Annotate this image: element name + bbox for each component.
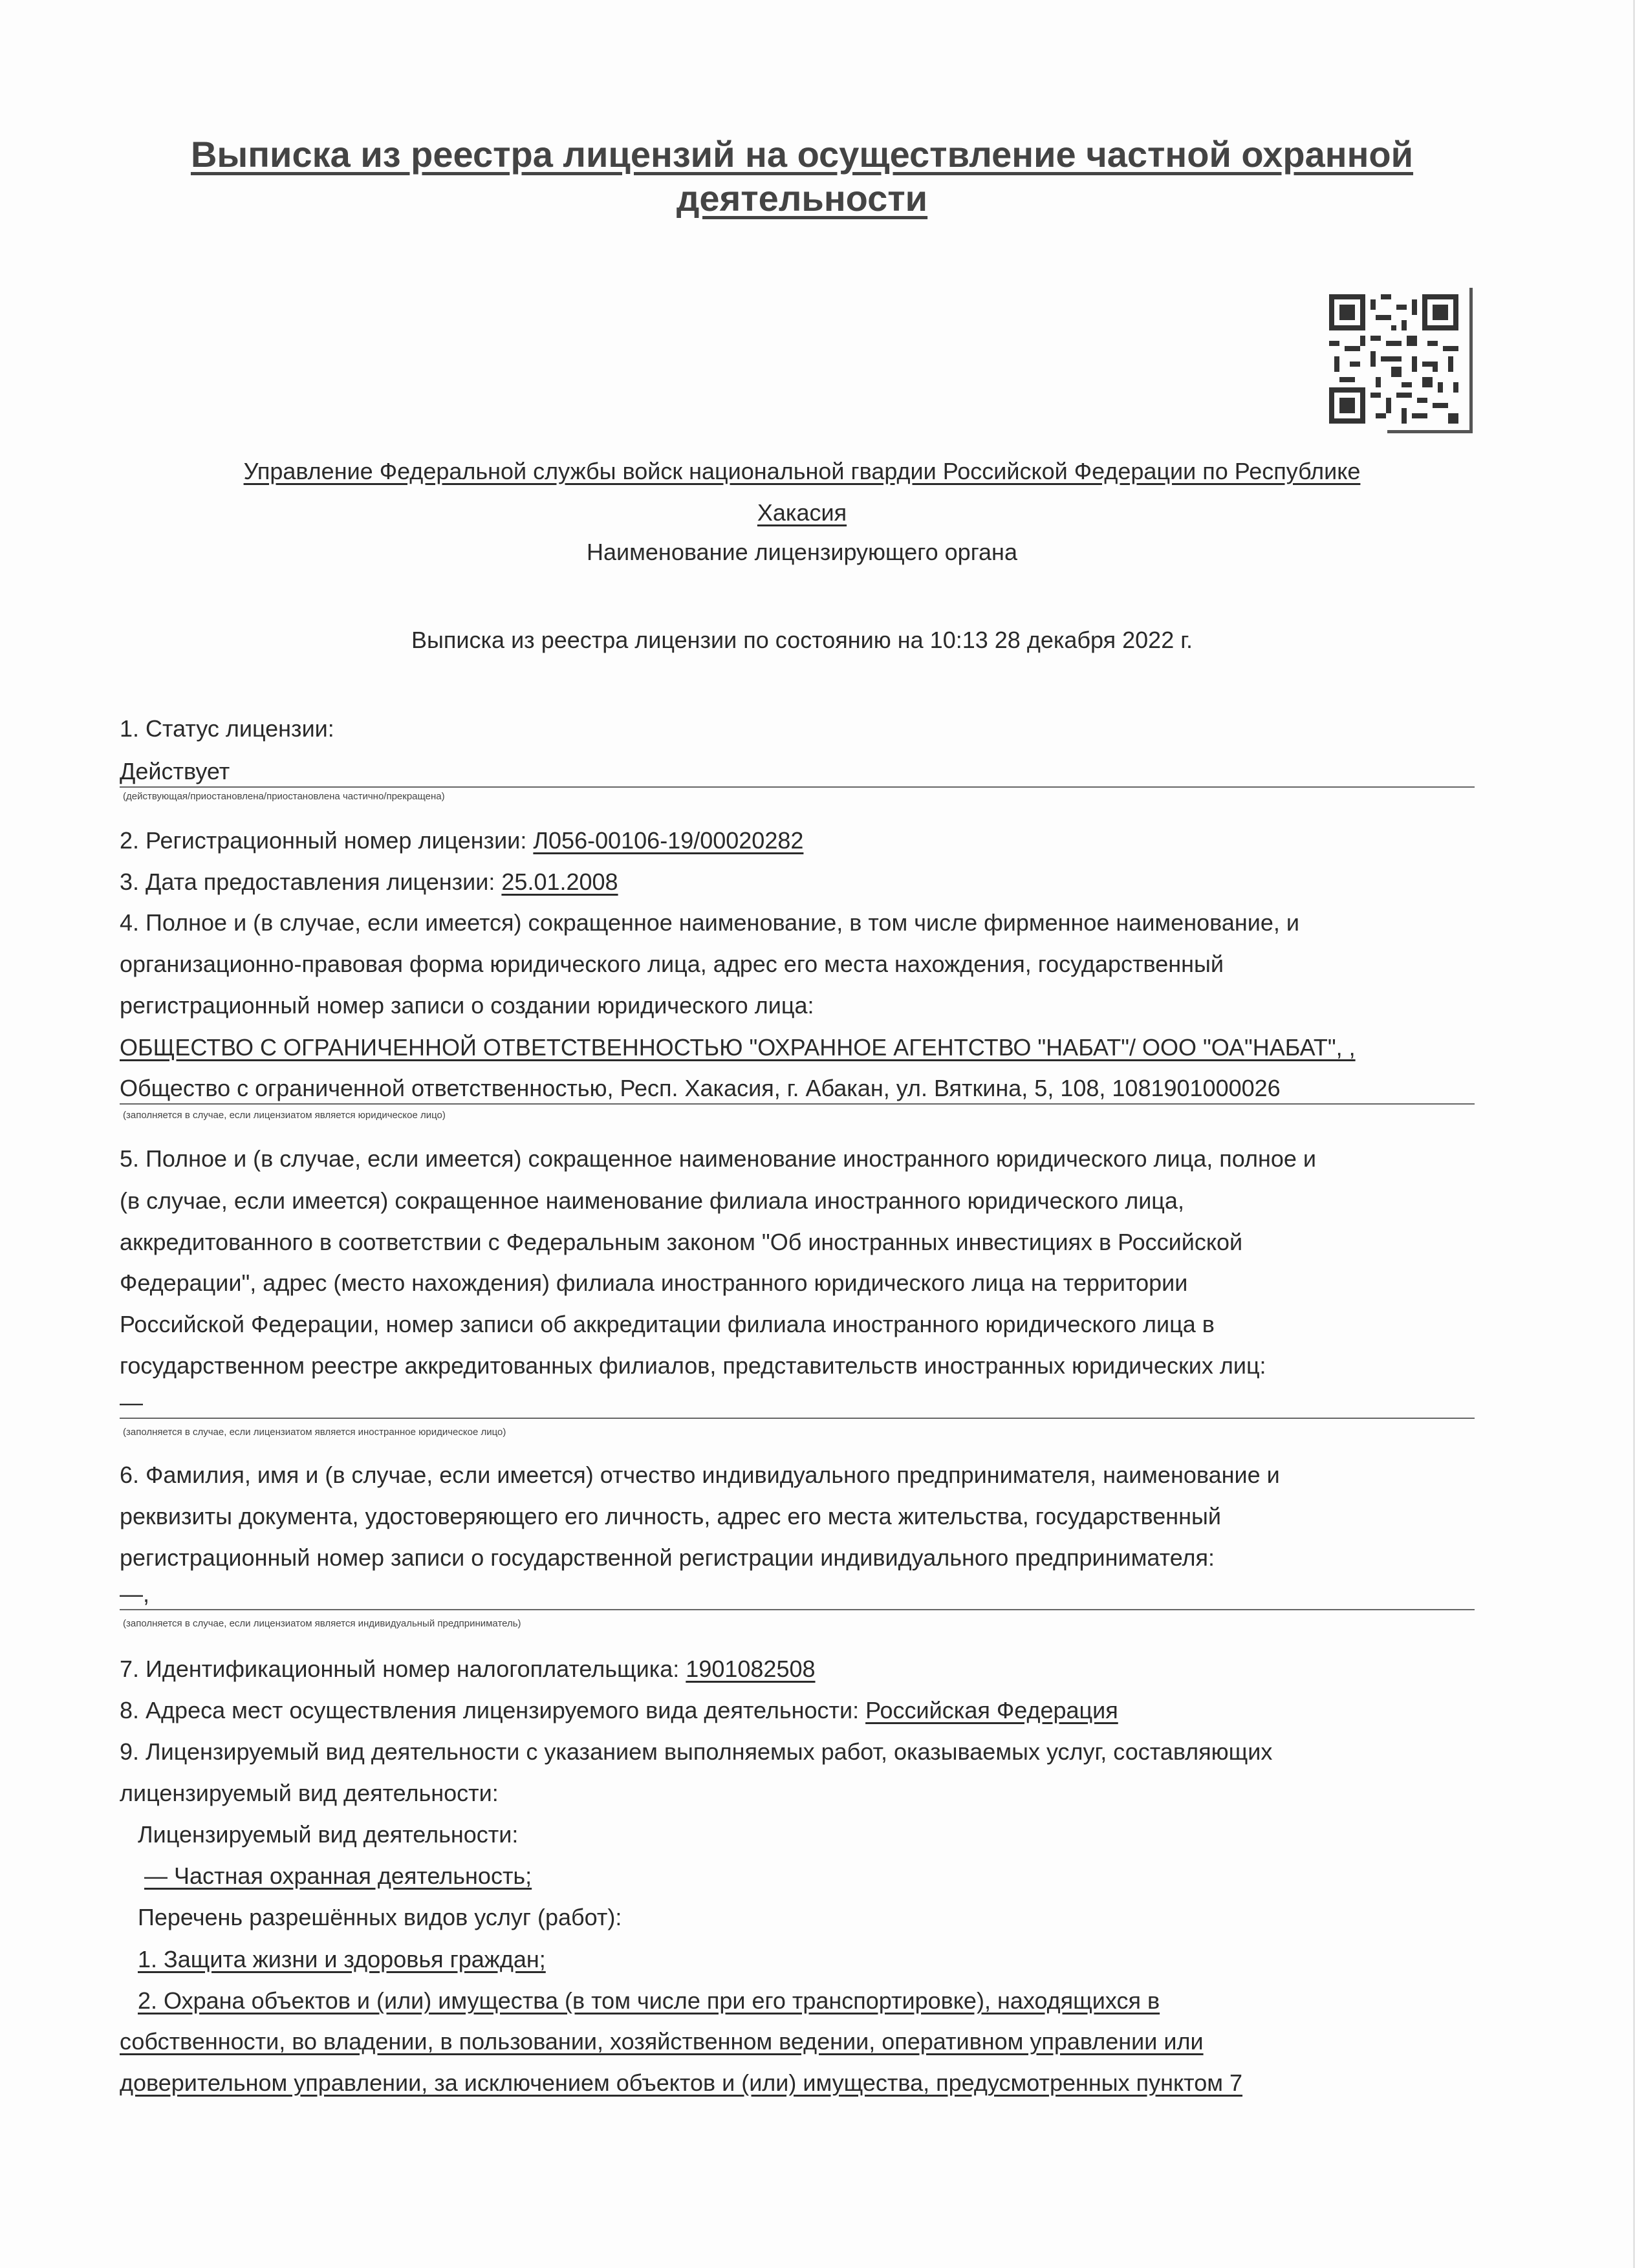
reg-number-label: 2. Регистрационный номер лицензии: [120, 827, 534, 854]
section-5-line: 5. Полное и (в случае, если имеется) сокращенное наименование иностранного юридического лица, полное и [120, 1145, 1316, 1172]
section-8 [120, 1696, 1118, 1725]
section-5-line: Российской Федерации, номер записи об аккредитации филиала иностранного юридического лица в [120, 1311, 1215, 1337]
legal-entity-hint: (заполняется в случае, если лицензиатом является юридическое лицо) [123, 1110, 446, 1121]
section-5-line: (в случае, если имеется) сокращенное наименование филиала иностранного юридического лица, [120, 1187, 1184, 1214]
license-status-value: Действует [120, 757, 1475, 788]
activity-type-label: Лицензируемый вид деятельности: [138, 1821, 519, 1848]
qr-code [1329, 294, 1458, 424]
authority-name-line1: Управление Федеральной службы войск национальной гвардии Российской Федерации по Республике [243, 458, 1361, 484]
service-item-continued: доверительном управлении, за исключением объектов и (или) имущества, предусмотренных пунктом 7 [120, 2069, 1243, 2096]
qr-frame-mark [1387, 430, 1473, 433]
section-1-label: 1. Статус лицензии: [120, 715, 334, 742]
section-6-line: 6. Фамилия, имя и (в случае, если имеется) отчество индивидуального предпринимателя, наименование и [120, 1462, 1280, 1488]
service-item [120, 1986, 1160, 2016]
section-3 [120, 867, 618, 897]
as-of-line: Выписка из реестра лицензии по состоянию на 10:13 28 декабря 2022 г. [411, 627, 1193, 653]
section-4-line: организационно-правовая форма юридического лица, адрес его места нахождения, государственный [120, 951, 1224, 977]
service-item-text: 1. Защита жизни и здоровья граждан; [138, 1946, 546, 1972]
issue-date-value: 25.01.2008 [501, 869, 618, 895]
services-label: Перечень разрешённых видов услуг (работ): [138, 1904, 622, 1930]
activity-type-text: — Частная охранная деятельность; [144, 1863, 532, 1889]
section-6-line: регистрационный номер записи о государственной регистрации индивидуального предпринимателя: [120, 1544, 1215, 1571]
service-item-continued: собственности, во владении, в пользовании, хозяйственном ведении, оперативном управлении или [120, 2028, 1204, 2055]
page-title: Выписка из реестра лицензий на осуществление частной охранной деятельности [190, 134, 1414, 219]
foreign-entity-hint: (заполняется в случае, если лицензиатом является иностранное юридическое лицо) [123, 1427, 506, 1438]
section-5-line: государственном реестре аккредитованных филиалов, представительств иностранных юридических лиц: [120, 1352, 1266, 1379]
license-status-hint: (действующая/приостановлена/приостановлена частично/прекращена) [123, 791, 445, 802]
section-2 [120, 826, 803, 856]
section-4-line: 4. Полное и (в случае, если имеется) сокращенное наименование, в том числе фирменное наименование, и [120, 909, 1299, 936]
section-7 [120, 1654, 816, 1684]
section-5-line: Федерации", адрес (место нахождения) филиала иностранного юридического лица на территории [120, 1269, 1188, 1296]
section-9-line: лицензируемый вид деятельности: [120, 1780, 499, 1806]
reg-number-value: Л056-00106-19/00020282 [533, 827, 804, 854]
authority-name-line2: Хакасия [757, 499, 847, 526]
activity-type-value [125, 1861, 532, 1891]
qr-frame-mark [1469, 288, 1473, 433]
section-5-line: аккредитованного в соответствии с Федеральным законом "Об иностранных инвестициях в Российской [120, 1229, 1243, 1255]
section-4-line: регистрационный номер записи о создании юридического лица: [120, 992, 814, 1019]
entrepreneur-hint: (заполняется в случае, если лицензиатом является индивидуальный предприниматель) [123, 1618, 521, 1629]
activity-address-value: Российская Федерация [865, 1697, 1118, 1723]
inn-value: 1901082508 [686, 1656, 816, 1682]
activity-address-label: 8. Адреса мест осуществления лицензируемого вида деятельности: [120, 1697, 866, 1723]
issue-date-label: 3. Дата предоставления лицензии: [120, 869, 502, 895]
section-9-line: 9. Лицензируемый вид деятельности с указанием выполняемых работ, оказываемых услуг, составляющих [120, 1738, 1273, 1765]
inn-label: 7. Идентификационный номер налогоплательщика: [120, 1656, 686, 1682]
service-item [120, 1945, 546, 1974]
entrepreneur-value: —, [120, 1579, 1475, 1610]
service-item-text: 2. Охрана объектов и (или) имущества (в том числе при его транспортировке), находящихся в [138, 1987, 1160, 2014]
legal-entity-name: ОБЩЕСТВО С ОГРАНИЧЕННОЙ ОТВЕТСТВЕННОСТЬЮ "ОХРАННОЕ АГЕНТСТВО "НАБАТ"/ ООО "ОА"НАБАТ", , [120, 1034, 1356, 1061]
section-6-line: реквизиты документа, удостоверяющего его личность, адрес его места жительства, государственный [120, 1503, 1221, 1529]
foreign-entity-value: — [120, 1388, 1475, 1419]
legal-entity-details: Общество с ограниченной ответственностью, Респ. Хакасия, г. Абакан, ул. Вяткина, 5, 108, 1081901000026 [120, 1074, 1475, 1105]
authority-caption: Наименование лицензирующего органа [587, 539, 1017, 565]
